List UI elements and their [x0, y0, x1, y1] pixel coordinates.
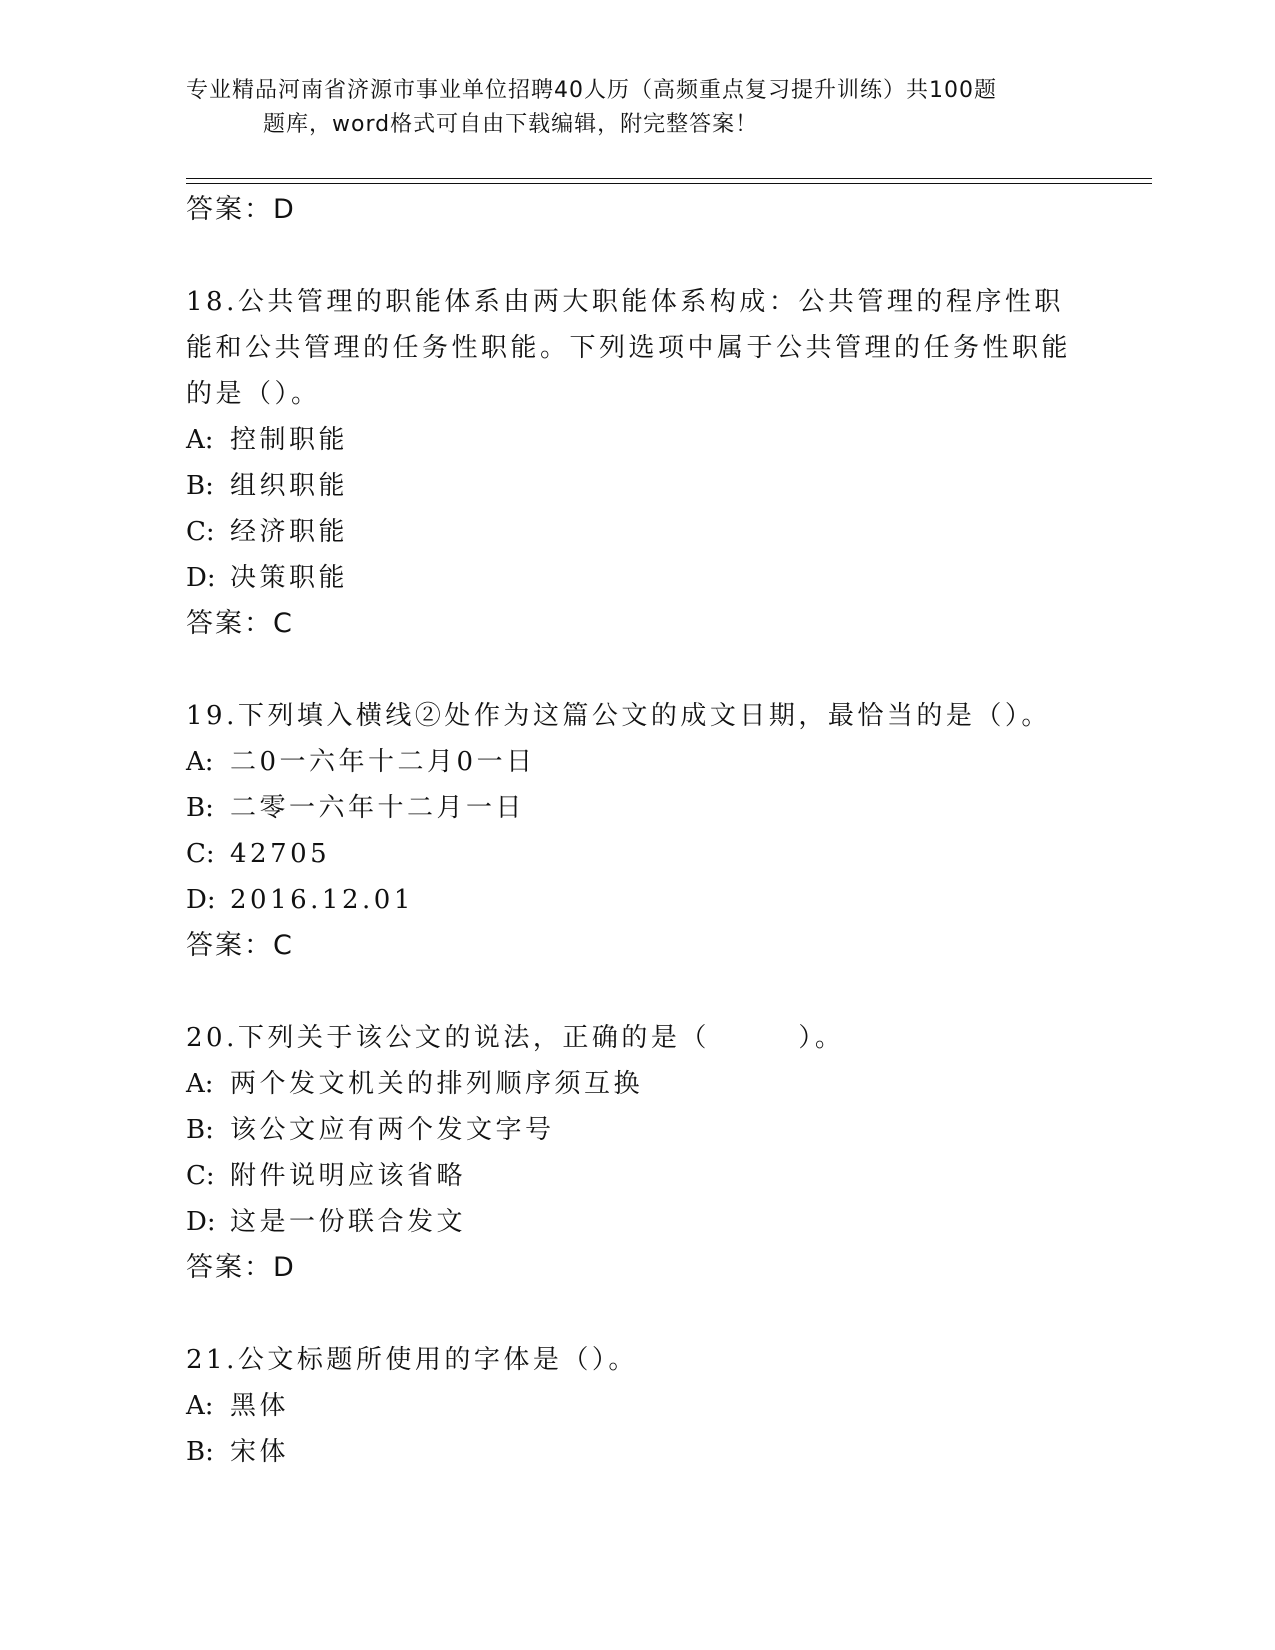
option-c — [186, 1153, 1086, 1199]
spacer — [186, 233, 1086, 279]
option-d — [186, 555, 1086, 601]
option-text: 黑体 — [230, 1391, 290, 1421]
option-text: 控制职能 — [230, 425, 349, 455]
option-d — [186, 1199, 1086, 1245]
option-label: A: — [186, 747, 214, 777]
spacer — [186, 1291, 1086, 1337]
option-a — [186, 417, 1086, 463]
option-label: A: — [186, 1391, 214, 1421]
option-label: B: — [186, 1115, 214, 1145]
option-label: C: — [186, 517, 215, 547]
option-b — [186, 463, 1086, 509]
option-text: 决策职能 — [230, 563, 349, 593]
option-label: C: — [186, 839, 215, 869]
header-title-line-2: 题库，word格式可自由下载编辑，附完整答案！ — [263, 112, 759, 137]
option-b — [186, 785, 1086, 831]
option-a — [186, 1061, 1086, 1107]
option-text: 这是一份联合发文 — [230, 1207, 467, 1237]
question-20 — [186, 1015, 1086, 1291]
header-rule-bottom — [186, 183, 1152, 184]
option-label: C: — [186, 1161, 215, 1191]
option-b — [186, 1429, 1086, 1475]
option-text: 二零一六年十二月一日 — [230, 793, 526, 823]
option-label: D: — [186, 563, 216, 593]
option-text: 附件说明应该省略 — [230, 1161, 467, 1191]
option-text: 宋体 — [230, 1437, 290, 1467]
question-text: 20.下列关于该公文的说法，正确的是（ ）。 — [186, 1023, 845, 1053]
option-label: B: — [186, 1437, 214, 1467]
option-text: 组织职能 — [230, 471, 349, 501]
option-text: 2016.12.01 — [230, 885, 414, 915]
option-a — [186, 739, 1086, 785]
question-text: 19.下列填入横线②处作为这篇公文的成文日期，最恰当的是（）。 — [186, 701, 1051, 731]
question-19 — [186, 693, 1086, 969]
answer-line: 答案：D — [186, 1252, 296, 1283]
answer-line: 答案：C — [186, 608, 294, 639]
spacer — [186, 647, 1086, 693]
question-text: 21.公文标题所使用的字体是（）。 — [186, 1345, 638, 1375]
spacer — [186, 969, 1086, 1015]
option-label: B: — [186, 471, 214, 501]
option-label: A: — [186, 1069, 214, 1099]
option-c — [186, 509, 1086, 555]
option-label: B: — [186, 793, 214, 823]
option-d — [186, 877, 1086, 923]
option-text: 经济职能 — [230, 517, 349, 547]
question-18 — [186, 279, 1086, 647]
option-label: A: — [186, 425, 214, 455]
option-text: 两个发文机关的排列顺序须互换 — [230, 1069, 644, 1099]
option-label: D: — [186, 885, 216, 915]
question-text: 18.公共管理的职能体系由两大职能体系构成：公共管理的程序性职能和公共管理的任务性职能。下列选项中属于公共管理的任务性职能的是（）。 — [186, 287, 1072, 409]
option-label: D: — [186, 1207, 216, 1237]
option-text: 二0一六年十二月0一日 — [230, 747, 536, 777]
answer-line: 答案：C — [186, 930, 294, 961]
option-text: 42705 — [230, 839, 331, 869]
option-text: 该公文应有两个发文字号 — [230, 1115, 555, 1145]
answer-line: 答案：D — [186, 194, 296, 225]
option-c — [186, 831, 1086, 877]
option-b — [186, 1107, 1086, 1153]
header-title-line-1: 专业精品河南省济源市事业单位招聘40人历（高频重点复习提升训练）共100题 — [186, 78, 997, 103]
question-list — [186, 187, 1086, 1475]
option-a — [186, 1383, 1086, 1429]
header-rule-top — [186, 178, 1152, 179]
question-21 — [186, 1337, 1086, 1475]
page-header — [186, 74, 1086, 142]
